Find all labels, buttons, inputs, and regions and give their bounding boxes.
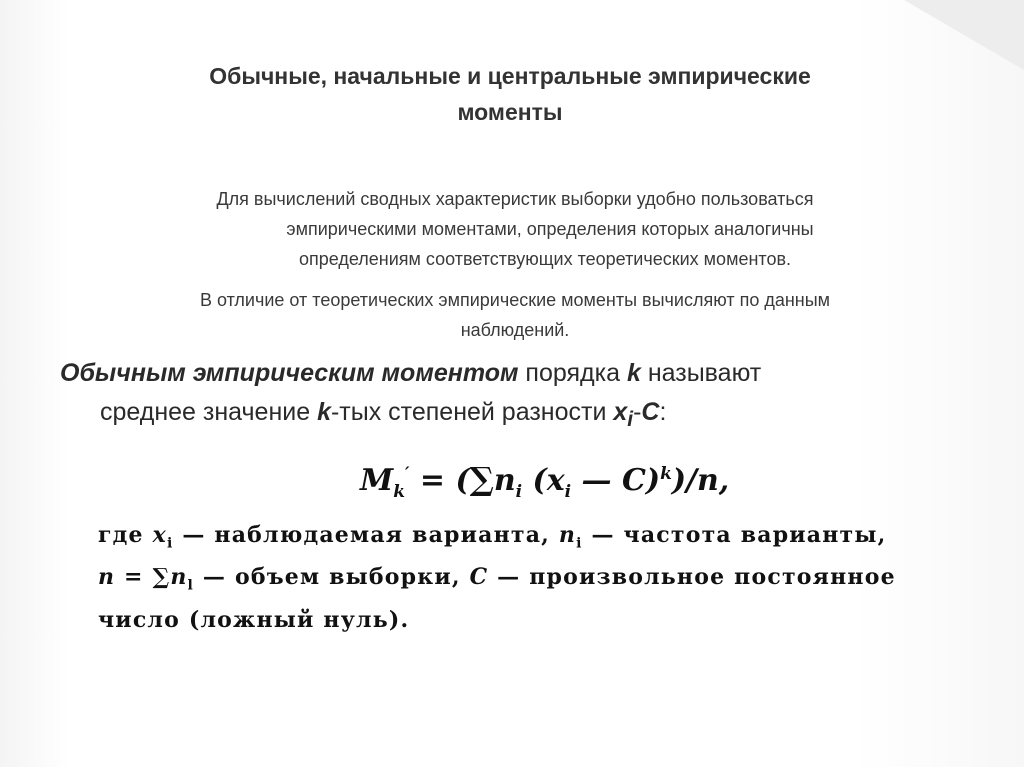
definition-text-4: -тых степеней разности [330,398,614,426]
scanned-explanation [98,518,968,637]
scan-text-arbitrary: — произвольное постоянное [488,564,896,591]
moment-formula [360,460,730,510]
formula-equals: = ( [409,463,470,498]
definition-term: Обычным эмпирическим моментом [60,359,519,387]
scan-row-2 [98,560,968,602]
scan-sum-sign: ∑ [152,564,171,591]
scan-nl-sub: l [187,577,195,594]
intro-line-2: эмпирическими моментами, определения которых аналогичны [286,219,814,239]
index-i: i [627,408,634,431]
intro-line-1: Для вычислений сводных характеристик выборки удобно пользоваться [216,189,814,209]
variable-x: x [613,398,628,426]
formula-m-sub: k [393,482,405,502]
scan-x-sub: i [166,535,174,552]
intro-line-3: определениям соответствующих теоретических моментов. [298,249,792,269]
scan-text-frequency: — частота варианты, [582,522,887,548]
scan-text-variant: — наблюдаемая варианта, [173,522,559,548]
title-line-1: Обычные, начальные и центральные эмпирические [209,63,811,89]
formula-x: (x [522,463,565,498]
formula-minus-c: — C) [571,463,661,498]
scan-text-where: где [98,522,153,548]
scan-c: C [469,564,489,591]
order-k: k [626,359,641,387]
scan-n: n [558,522,577,548]
intro-paragraph [110,184,920,274]
scan-row-1 [98,518,968,560]
formula-m: M [360,463,394,498]
difference-line-2: наблюдений. [460,320,570,340]
definition-line-2 [60,393,960,439]
formula-tail: )/n, [671,463,730,498]
slide-title [110,58,910,130]
colon-symbol: : [659,398,667,426]
constant-c: C [641,398,660,426]
definition-text [60,354,960,439]
scan-n-sub: i [576,535,583,552]
title-line-2: моменты [457,99,563,125]
difference-line-1: В отличие от теоретических эмпирические моменты вычисляют по данным [199,290,831,310]
difference-paragraph [90,285,940,345]
scan-n2: n [98,564,116,591]
dash-symbol: - [633,398,642,426]
scan-row-3: число (ложный нуль). [98,606,410,633]
scan-equals: = [115,564,153,591]
definition-text-2: называют [640,359,762,387]
sum-sign: ∑ [469,460,494,498]
definition-text-3: среднее значение [100,398,318,426]
formula-n: n [493,463,516,498]
scan-x: x [152,522,167,548]
power-k: k [317,398,331,426]
formula-prime: ′ [405,464,410,484]
definition-text-1: порядка [518,359,627,387]
scan-text-volume: — объем выборки, [194,564,470,591]
formula-power: k [660,464,672,484]
formula-n-sub: i [515,482,523,502]
formula-x-sub: i [564,482,572,502]
scan-nl: n [170,564,188,591]
